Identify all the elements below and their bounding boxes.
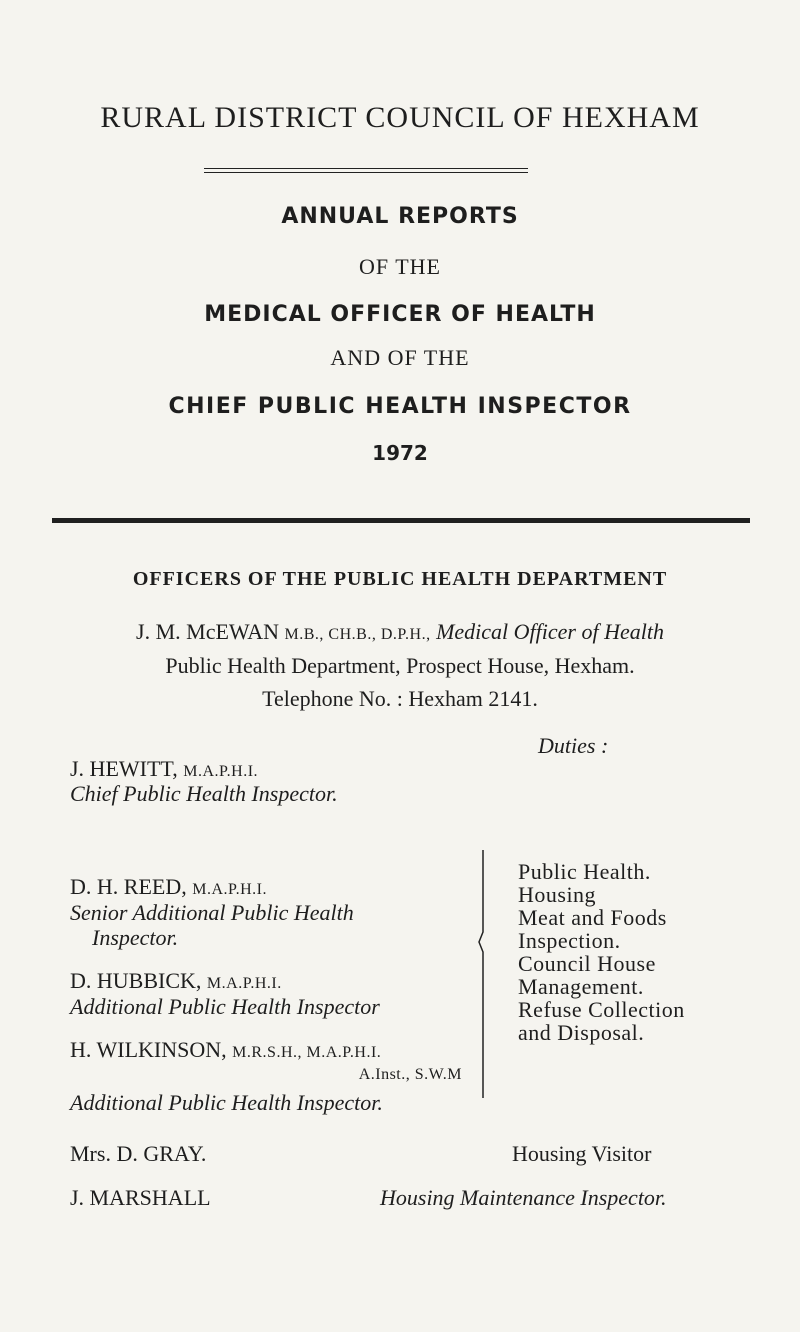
marshall-name: J. MARSHALL	[70, 1185, 211, 1210]
hewitt-name-line	[70, 756, 258, 782]
duty-item: Management.	[518, 974, 644, 999]
duty-item: Public Health.	[518, 859, 651, 884]
hewitt-quals: M.A.P.H.I.	[183, 763, 259, 780]
reed-quals: M.A.P.H.I.	[192, 881, 268, 898]
hubbick-quals: M.A.P.H.I.	[206, 975, 282, 992]
hubbick-name-line	[70, 968, 282, 994]
moh-title: Medical Officer of Health	[436, 619, 664, 644]
annual-reports-heading: ANNUAL REPORTS	[281, 204, 519, 229]
duty-item: and Disposal.	[518, 1020, 645, 1045]
wilkinson-quals-2: A.Inst., S.W.M	[358, 1066, 462, 1083]
hubbick-title: Additional Public Health Inspector	[70, 994, 380, 1019]
duty-item: Council House	[518, 951, 656, 976]
gray-role: Housing Visitor	[512, 1141, 652, 1166]
title-rule-lower	[204, 172, 528, 173]
duties-brace-icon	[476, 850, 490, 1098]
title-rule-upper	[204, 168, 528, 169]
duty-item: Refuse Collection	[518, 997, 685, 1022]
reed-name-line	[70, 874, 267, 900]
moh-heading: MEDICAL OFFICER OF HEALTH	[204, 302, 596, 327]
officers-heading: OFFICERS OF THE PUBLIC HEALTH DEPARTMENT	[132, 568, 668, 590]
council-title: RURAL DISTRICT COUNCIL OF HEXHAM	[100, 101, 700, 134]
marshall-role: Housing Maintenance Inspector.	[380, 1185, 667, 1210]
duty-item: Inspection.	[518, 928, 621, 953]
department-address: Public Health Department, Prospect House, Hexham.	[165, 653, 635, 678]
moh-name: J. M. McEWAN	[136, 619, 280, 644]
report-year: 1972	[372, 441, 428, 465]
duty-item: Meat and Foods	[518, 905, 667, 930]
telephone-line: Telephone No. : Hexham 2141.	[262, 686, 538, 711]
of-the-line: OF THE	[359, 254, 441, 279]
duties-label: Duties :	[538, 733, 609, 758]
reed-name: D. H. REED,	[70, 874, 187, 899]
wilkinson-name-line	[70, 1037, 381, 1063]
moh-officer-line	[0, 619, 800, 645]
gray-name: Mrs. D. GRAY.	[70, 1141, 207, 1166]
and-of-the-line: AND OF THE	[330, 345, 470, 370]
reed-title-line-2: Inspector.	[92, 925, 179, 950]
hewitt-title: Chief Public Health Inspector.	[70, 781, 338, 806]
duty-item: Housing	[518, 882, 597, 907]
hubbick-name: D. HUBBICK,	[70, 968, 202, 993]
wilkinson-title: Additional Public Health Inspector.	[70, 1090, 383, 1115]
moh-quals: M.B., CH.B., D.P.H.,	[284, 626, 431, 643]
wilkinson-name: H. WILKINSON,	[70, 1037, 227, 1062]
cphi-heading: CHIEF PUBLIC HEALTH INSPECTOR	[168, 394, 632, 419]
reed-title-line-1: Senior Additional Public Health	[70, 900, 354, 925]
hewitt-name: J. HEWITT,	[70, 756, 178, 781]
wilkinson-quals-1: M.R.S.H., M.A.P.H.I.	[232, 1044, 382, 1061]
section-divider	[52, 518, 750, 523]
